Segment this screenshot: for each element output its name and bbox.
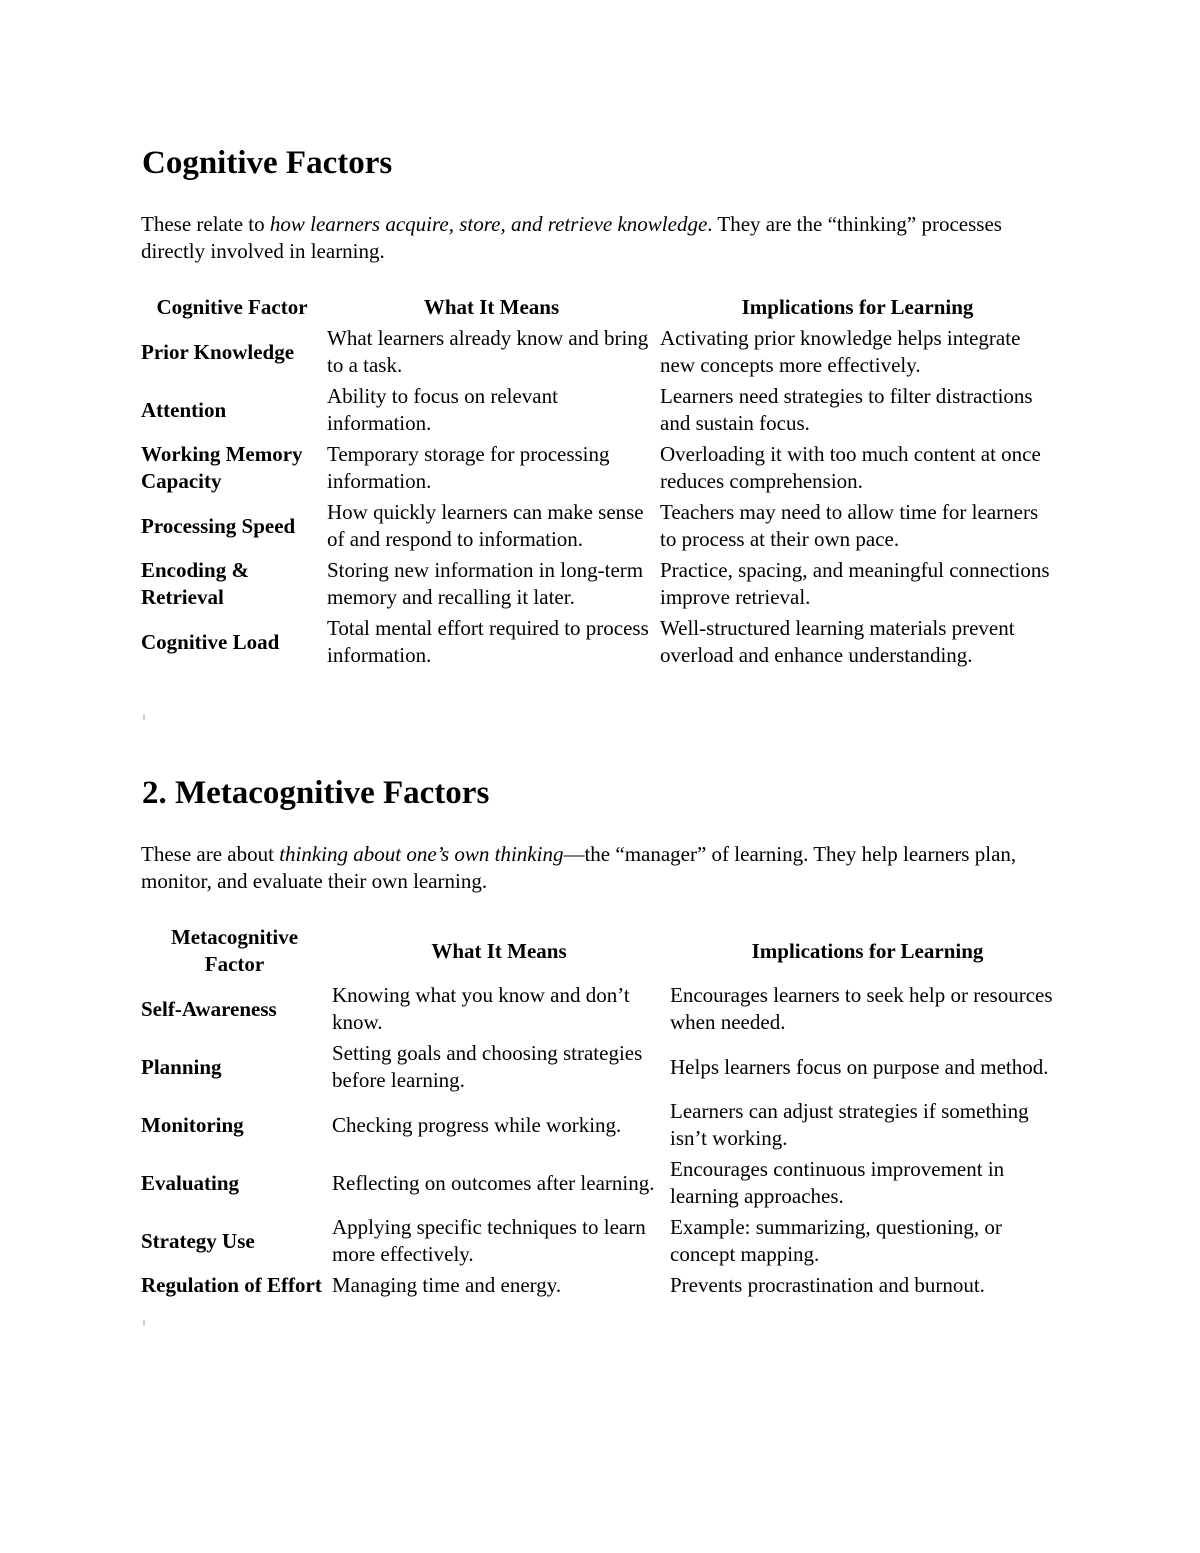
- column-header: Metacognitive Factor: [170, 925, 299, 976]
- section-heading-metacognitive: 2. Metacognitive Factors: [142, 775, 490, 811]
- factor-cell: Planning: [141, 1054, 222, 1079]
- table-row: [139, 1212, 1067, 1270]
- means-cell: Storing new information in long-term memory and recalling it later.: [327, 558, 644, 609]
- section-heading-cognitive: Cognitive Factors: [142, 145, 393, 181]
- column-header: What It Means: [423, 295, 560, 319]
- means-cell: What learners already know and bring to a task.: [327, 326, 649, 377]
- paragraph-marker: [143, 1320, 145, 1326]
- table-row: [139, 1270, 1067, 1301]
- table-row: [139, 1038, 1067, 1096]
- column-header: Implications for Learning: [741, 295, 974, 319]
- means-cell: Applying specific techniques to learn more effectively.: [332, 1215, 646, 1266]
- means-cell: How quickly learners can make sense of and respond to information.: [327, 500, 644, 551]
- column-header: Implications for Learning: [751, 938, 984, 963]
- table-row: [139, 555, 1057, 613]
- means-cell: Reflecting on outcomes after learning.: [332, 1170, 655, 1195]
- intro-emphasis: thinking about one’s own thinking: [279, 842, 564, 866]
- factor-cell: Processing Speed: [141, 513, 296, 538]
- implications-cell: Example: summarizing, questioning, or concept mapping.: [670, 1215, 1002, 1266]
- intro-text: —the “manager” of learning. They help learners plan, monitor, and evaluate their own learning.: [141, 842, 1017, 893]
- factor-cell: Evaluating: [141, 1170, 240, 1195]
- table-row: [139, 497, 1057, 555]
- implications-cell: Activating prior knowledge helps integrate new concepts more effectively.: [660, 326, 1021, 377]
- means-cell: Checking progress while working.: [332, 1112, 622, 1137]
- table-row: [139, 381, 1057, 439]
- section-intro-cognitive: [141, 211, 1061, 265]
- factor-cell: Regulation of Effort: [141, 1273, 322, 1297]
- factor-cell: Attention: [141, 397, 227, 422]
- means-cell: Knowing what you know and don’t know.: [332, 983, 630, 1034]
- factor-cell: Working Memory Capacity: [141, 442, 303, 493]
- means-cell: Ability to focus on relevant information.: [327, 384, 558, 435]
- implications-cell: Helps learners focus on purpose and method.: [670, 1054, 1049, 1079]
- column-header: Cognitive Factor: [156, 295, 308, 319]
- implications-cell: Practice, spacing, and meaningful connections improve retrieval.: [660, 558, 1050, 609]
- means-cell: Total mental effort required to process information.: [327, 616, 649, 667]
- intro-text: These relate to: [141, 212, 270, 236]
- implications-cell: Overloading it with too much content at once reduces comprehension.: [660, 442, 1041, 493]
- means-cell: Temporary storage for processing information.: [327, 442, 610, 493]
- table-row: [139, 323, 1057, 381]
- means-cell: Setting goals and choosing strategies before learning.: [332, 1041, 643, 1092]
- cognitive-factors-table: [139, 292, 1057, 671]
- factor-cell: Prior Knowledge: [141, 339, 295, 364]
- implications-cell: Prevents procrastination and burnout.: [670, 1273, 985, 1297]
- factor-cell: Self-Awareness: [141, 996, 277, 1021]
- metacognitive-factors-table: [139, 922, 1067, 1301]
- table-row: [139, 980, 1067, 1038]
- table-row: [139, 439, 1057, 497]
- table-header-row: [139, 292, 1057, 323]
- table-header-row: [139, 922, 1067, 980]
- intro-emphasis: how learners acquire, store, and retrieve knowledge: [269, 212, 708, 236]
- factor-cell: Cognitive Load: [141, 629, 280, 654]
- table-row: [139, 1096, 1067, 1154]
- implications-cell: Encourages continuous improvement in learning approaches.: [670, 1157, 1005, 1208]
- implications-cell: Learners can adjust strategies if something isn’t working.: [670, 1099, 1029, 1150]
- paragraph-marker: [143, 714, 145, 720]
- factor-cell: Encoding & Retrieval: [141, 558, 249, 609]
- section-intro-metacognitive: [141, 841, 1061, 895]
- factor-cell: Strategy Use: [141, 1228, 255, 1253]
- table-row: [139, 613, 1057, 671]
- implications-cell: Teachers may need to allow time for learners to process at their own pace.: [660, 500, 1039, 551]
- implications-cell: Encourages learners to seek help or resources when needed.: [670, 983, 1053, 1034]
- intro-text: These are about: [141, 842, 280, 866]
- factor-cell: Monitoring: [141, 1112, 244, 1137]
- intro-text: . They are the “thinking” processes directly involved in learning.: [141, 212, 1002, 263]
- table-row: [139, 1154, 1067, 1212]
- implications-cell: Learners need strategies to filter distractions and sustain focus.: [660, 384, 1033, 435]
- implications-cell: Well-structured learning materials prevent overload and enhance understanding.: [660, 616, 1015, 667]
- means-cell: Managing time and energy.: [332, 1273, 562, 1297]
- column-header: What It Means: [431, 938, 567, 963]
